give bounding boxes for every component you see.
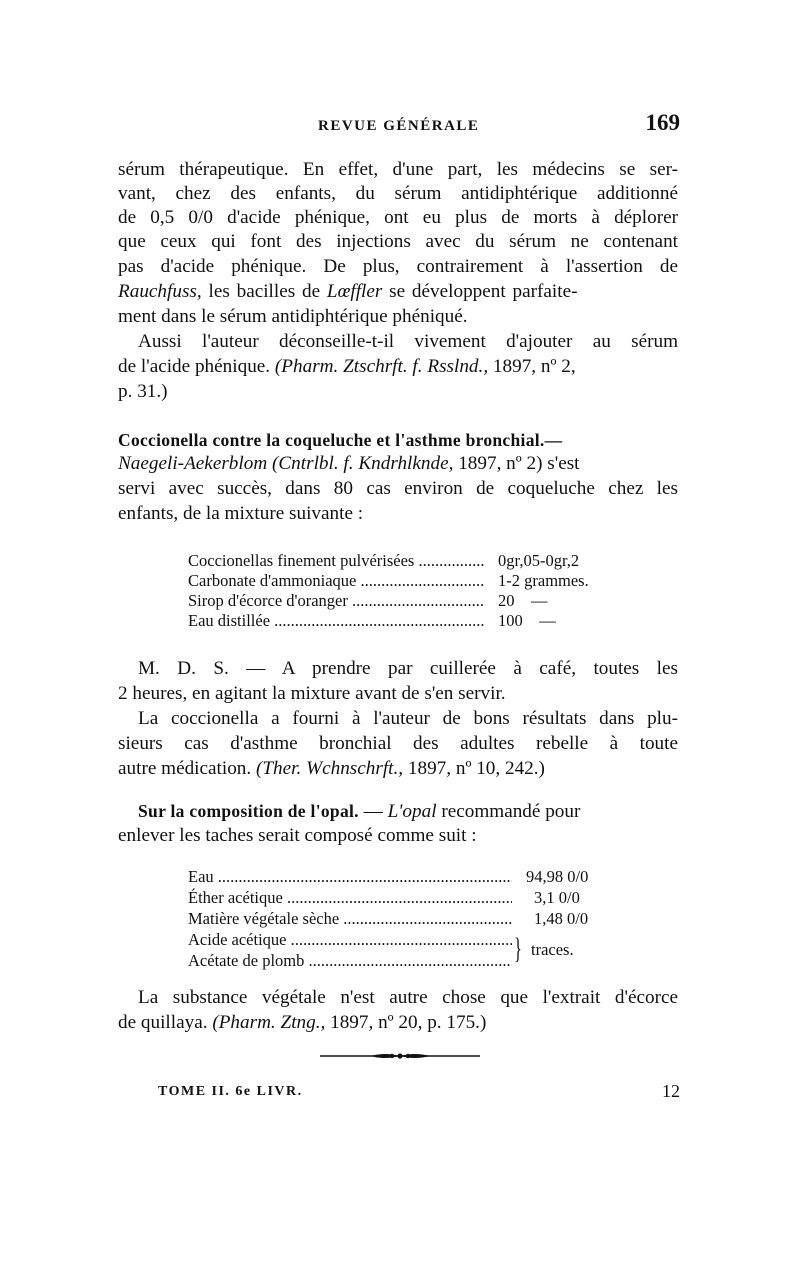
citation: (Pharm. Ztng., — [212, 1012, 326, 1033]
text-line: p. 31.) — [118, 381, 168, 402]
text-line: vant, chez des enfants, du sérum antidiphtérique additionné — [118, 183, 678, 204]
ornament-divider — [320, 1051, 480, 1061]
recipe-row — [188, 551, 648, 571]
text-line: ment dans le sérum antidiphtérique phéniqué. — [118, 306, 468, 327]
recipe-row — [188, 571, 648, 591]
text-run: 1897, nº 20, p. 175.) — [325, 1012, 487, 1033]
text-line — [118, 1011, 678, 1035]
composition-quantity: 94,98 0/0 — [526, 867, 589, 886]
recipe-quantity: 0gr,05-0gr,2 — [498, 551, 580, 570]
composition-row — [188, 929, 648, 950]
volume-info: TOME II. 6e LIVR. — [158, 1084, 303, 1099]
text-line: 2 heures, en agitant la mixture avant de s'en servir. — [118, 683, 506, 704]
text-line: servi avec succès, dans 80 cas environ de coqueluche chez les — [118, 478, 678, 499]
recipe-item: Eau distillée ..... — [188, 611, 484, 631]
text-line: de 0,5 0/0 d'acide phénique, ont eu plus de morts à déplorer — [118, 207, 678, 228]
text-line: enlever les taches serait composé comme suit : — [118, 825, 477, 846]
composition-quantity: 3,1 0/0 — [534, 888, 580, 907]
running-title: REVUE GÉNÉRALE — [318, 118, 480, 134]
text-line: pas d'acide phénique. De plus, contrairement à l'assertion de — [118, 256, 678, 277]
text-run: autre médication. — [118, 758, 256, 779]
composition-item: Acétate de plomb ..... — [188, 950, 512, 971]
section-heading: Coccionella contre la coqueluche et l'asthme bronchial.— — [118, 430, 563, 450]
text-line: La substance végétale n'est autre chose que l'extrait d'écorce — [138, 987, 678, 1008]
text-line: sieurs cas d'asthme bronchial des adultes rebelle à toute — [118, 733, 678, 754]
composition-row — [188, 887, 648, 908]
composition-table — [188, 866, 648, 971]
text-run: se développent parfaite- — [382, 281, 578, 302]
text-line — [118, 280, 678, 304]
page-number: 169 — [645, 110, 680, 135]
composition-item: Matière végétale sèche ..... — [188, 908, 512, 929]
author-name: Naegeli-Aekerblom — [118, 453, 268, 474]
page-footer — [158, 1081, 680, 1105]
text-line: La coccionella a fourni à l'auteur de bons résultats dans plu- — [138, 708, 678, 729]
recipe-quantity: 100 — — [498, 611, 556, 630]
recipe-row — [188, 591, 648, 611]
text-run: de quillaya. — [118, 1012, 213, 1033]
text-run: 1897, nº 10, 242.) — [403, 758, 545, 779]
product-name: L'opal — [387, 801, 437, 822]
recipe-item: Sirop d'écorce d'oranger ..... — [188, 591, 484, 611]
traces-label: traces. — [531, 940, 574, 959]
recipe-quantity: 1-2 grammes. — [498, 571, 589, 590]
text-line: que ceux qui font des injections avec du sérum ne contenant — [118, 231, 678, 252]
signature-number: 12 — [662, 1081, 680, 1101]
composition-quantity: 1,48 0/0 — [534, 909, 589, 928]
recipe-row — [188, 611, 648, 631]
recipe-table — [188, 551, 648, 631]
composition-item: Éther acétique ..... — [188, 887, 512, 908]
recipe-item: Coccionellas finement pulvérisées ..... — [188, 551, 484, 571]
text-line: enfants, de la mixture suivante : — [118, 503, 364, 524]
composition-row — [188, 866, 648, 887]
section-heading: Sur la composition de l'opal. — [138, 801, 359, 821]
composition-row — [188, 908, 648, 929]
recipe-quantity: 20 — — [498, 591, 548, 610]
citation: (Cntrlbl. f. Kndrhlknde, — [267, 453, 454, 474]
text-run: recommandé pour — [436, 801, 581, 822]
text-run: 1897, nº 2) s'est — [453, 453, 580, 474]
text-run: les bacilles de — [201, 281, 327, 302]
recipe-item: Carbonate d'ammoniaque ..... — [188, 571, 484, 591]
text-line — [118, 757, 678, 781]
text-line — [138, 799, 678, 824]
text-run: de l'acide phénique. — [118, 356, 275, 377]
composition-item: Eau ..... — [188, 866, 512, 887]
text-line: sérum thérapeutique. En effet, d'une part, les médecins se ser- — [118, 159, 678, 180]
traces-group — [188, 929, 648, 971]
citation: (Pharm. Ztschrft. f. Rsslnd., — [274, 356, 489, 377]
author-name: Lœffler — [326, 281, 383, 302]
curly-brace: } — [514, 932, 522, 965]
composition-item: Acide acétique ..... — [188, 929, 512, 950]
text-line — [118, 452, 678, 476]
composition-row — [188, 950, 648, 971]
text-line — [118, 355, 678, 379]
text-line: Aussi l'auteur déconseille-t-il vivement d'ajouter au sérum — [138, 331, 678, 352]
text-line: M. D. S. — A prendre par cuillerée à café, toutes les — [138, 658, 678, 679]
author-name: Rauchfuss, — [118, 281, 202, 302]
text-run: — — [358, 801, 388, 822]
running-header — [118, 112, 680, 146]
text-run: 1897, nº 2, — [488, 356, 576, 377]
citation: (Ther. Wchnschrft., — [256, 758, 404, 779]
